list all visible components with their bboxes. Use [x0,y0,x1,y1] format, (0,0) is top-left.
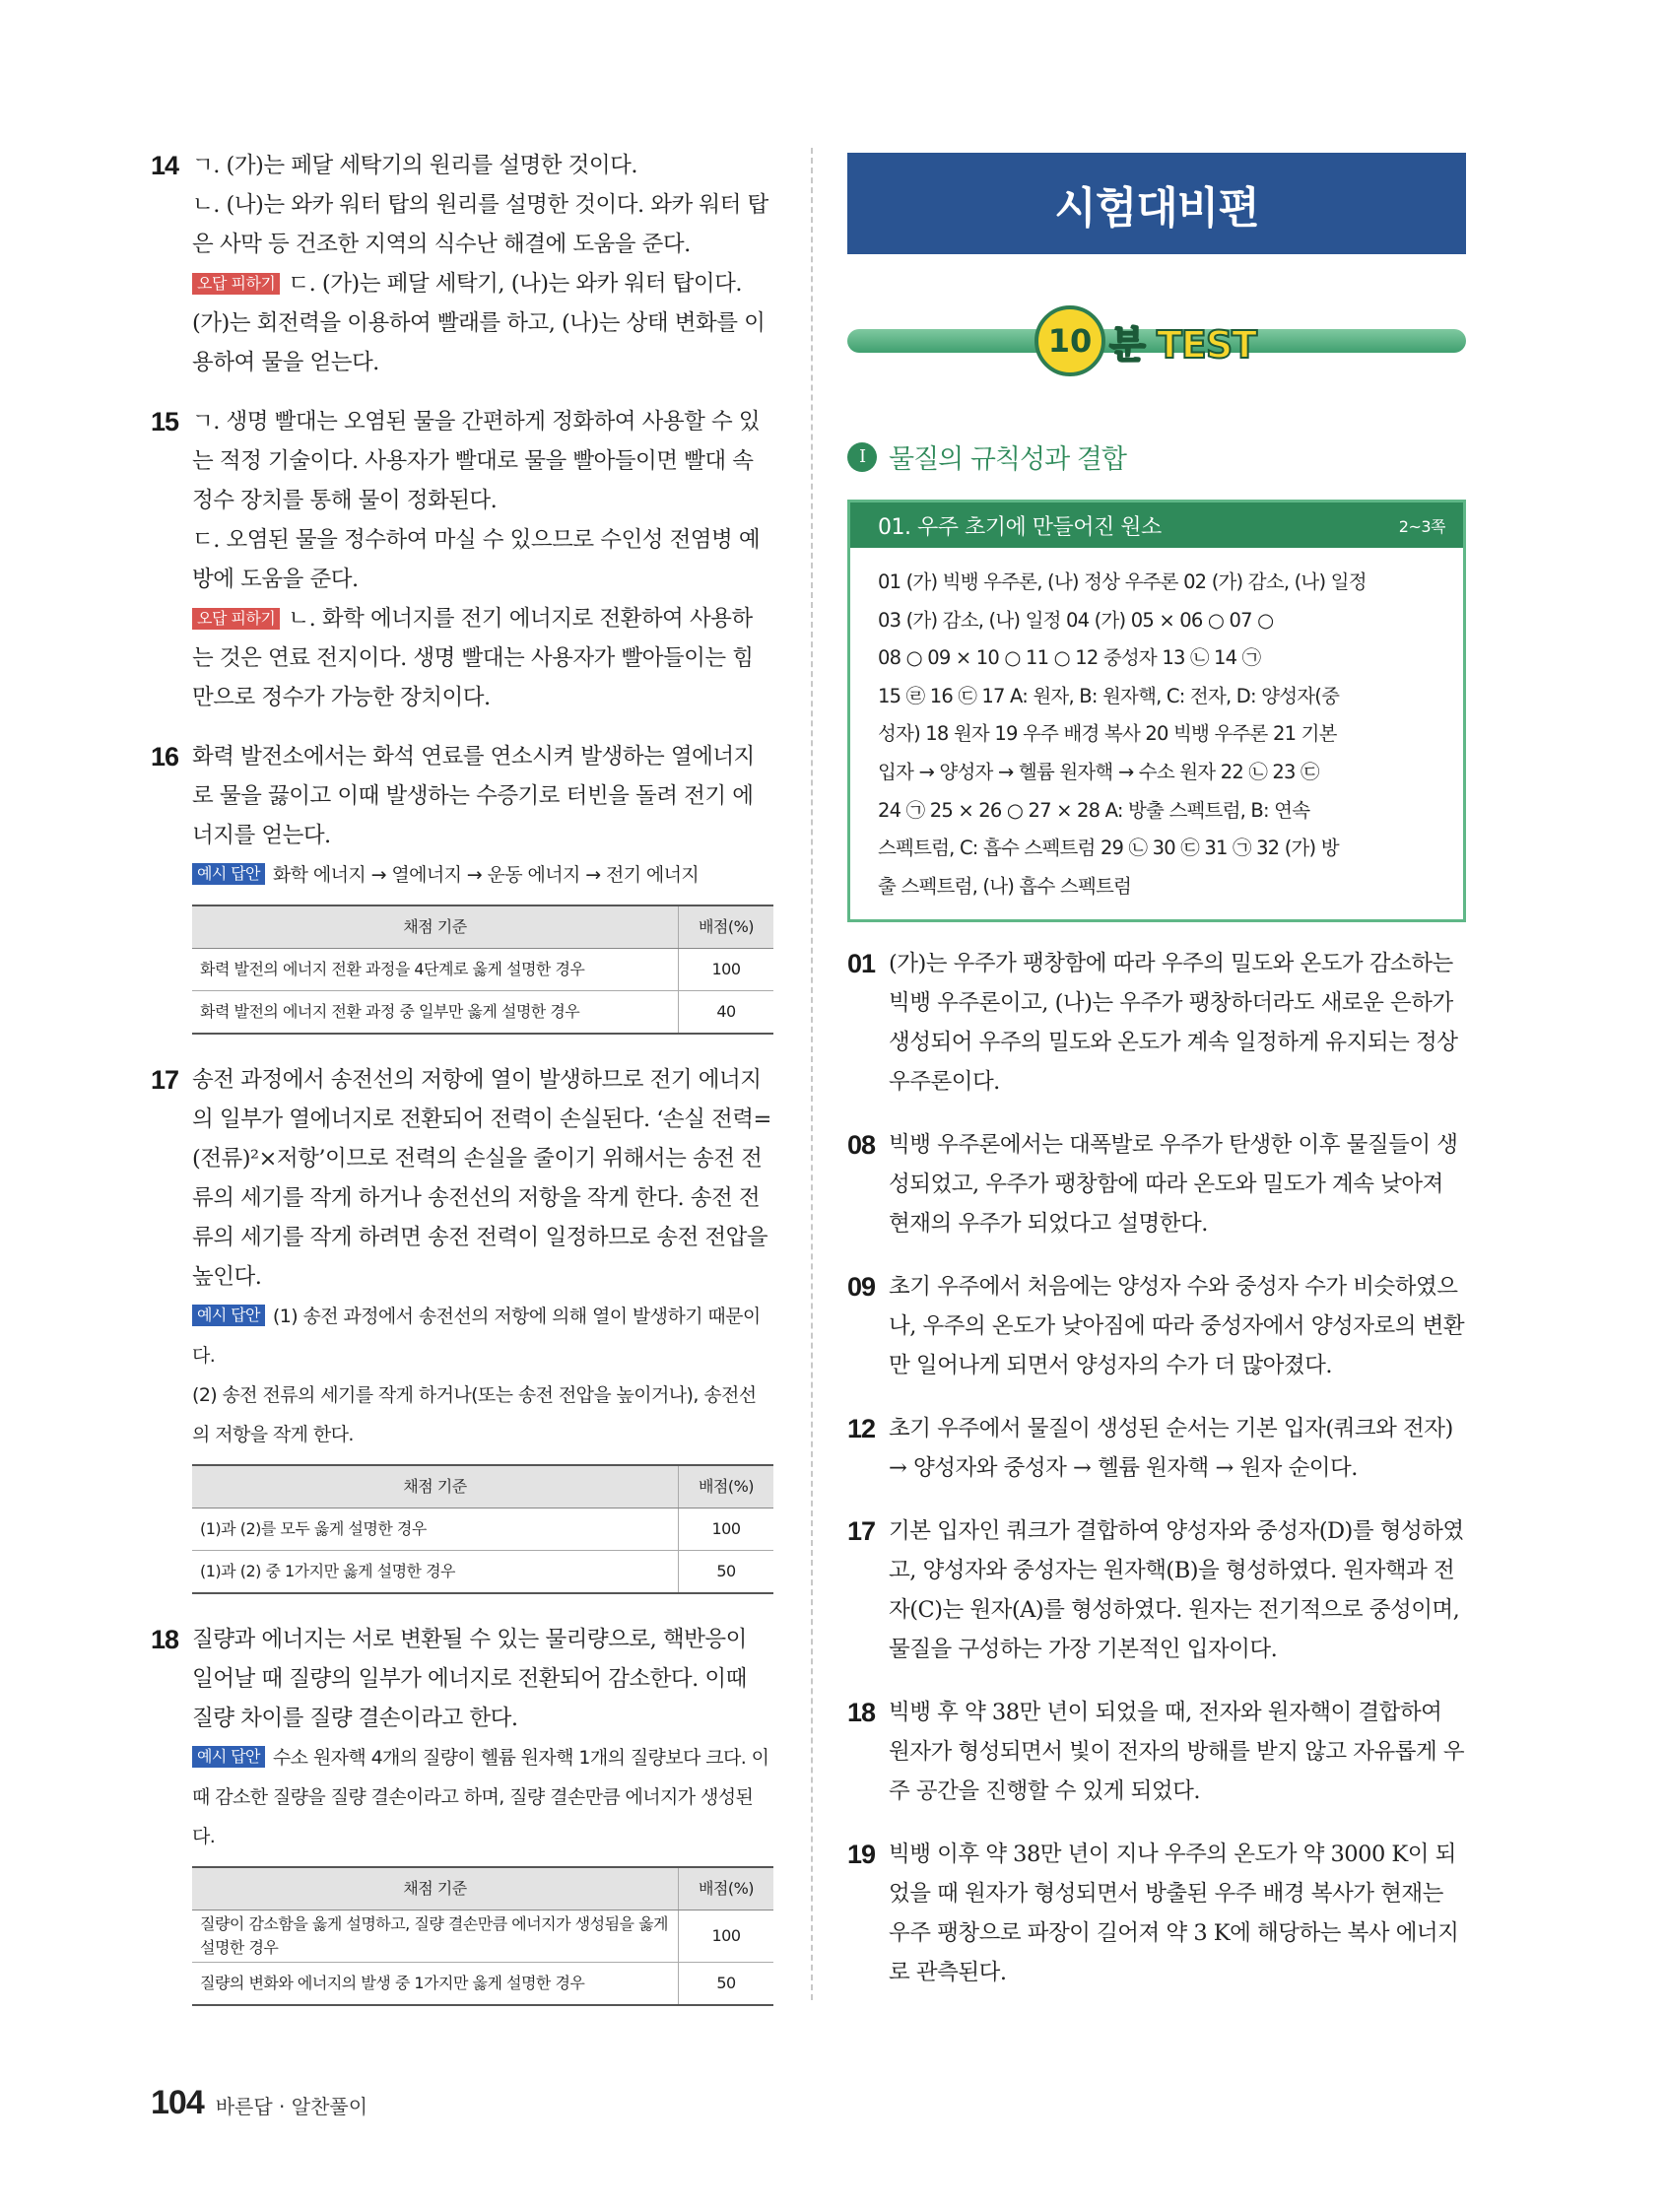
left-column [151,146,771,2006]
explanation-item [847,1409,1466,1488]
explanation-text: ㄴ. (나)는 와카 워터 탑의 원리를 설명한 것이다. 와카 워터 탑은 사막 등 건조한 지역의 식수난 해결에 도움을 준다. [192,192,768,257]
scoring-table [192,1866,773,2006]
table-header: 채점 기준 [192,1465,679,1508]
question-number: 12 [847,1414,876,1444]
sample-answer-text: 화학 에너지 → 열에너지 → 운동 에너지 → 전기 에너지 [272,864,700,886]
sample-answer-text: (2) 송전 전류의 세기를 작게 하거나(또는 송전 전압을 높이거나), 송전선의 저항을 작게 한다. [192,1384,757,1445]
explanation-text: 빅뱅 이후 약 38만 년이 지나 우주의 온도가 약 3000 K이 되었을 때 원자가 형성되면서 방출된 우주 배경 복사가 현재는 우주 팽창으로 파장이 길어져 약 3 K에 해당하는 복사 에너지로 관측된다. [889,1842,1459,1986]
sample-answer [192,855,771,895]
question-15 [151,402,771,717]
answer-line: 03 (가) 감소, (나) 일정 04 (가) 05 × 06 ○ 07 ○ [878,608,1274,632]
ten-circle: 10 [1034,305,1105,376]
explanation-text: 질량과 에너지는 서로 변환될 수 있는 물리량으로, 핵반응이 일어날 때 질량의 일부가 에너지로 전환되어 감소한다. 이때 질량 차이를 질량 결손이라고 한다. [192,1627,747,1731]
explanation-text: ㄷ. 오염된 물을 정수하여 마실 수 있으므로 수인성 전염병 예방에 도움을 준다. [192,527,761,592]
question-number: 08 [847,1130,876,1161]
section-number-icon: Ⅰ [847,442,877,472]
question-number: 19 [847,1840,876,1870]
section-heading [847,437,1466,476]
table-row [192,1963,773,2006]
test-word: 분 TEST [1109,322,1257,367]
sample-answer-text: (1) 송전 과정에서 송전선의 저항에 의해 열이 발생하기 때문이다. [192,1306,761,1367]
score-cell: 40 [679,991,774,1035]
answer-line: 성자) 18 원자 19 우주 배경 복사 20 빅뱅 우주론 21 기본 [878,722,1337,746]
table-header: 채점 기준 [192,905,679,949]
answer-line: 입자 → 양성자 → 헬륨 원자핵 → 수소 원자 22 ㉡ 23 ㉢ [878,760,1319,783]
criterion-cell: 질량의 변화와 에너지의 발생 중 1가지만 옳게 설명한 경우 [192,1963,679,2006]
table-row [192,1551,773,1594]
explanation-item [847,1835,1466,1992]
explanation-text [192,264,771,382]
unit-pages: 2~3쪽 [1398,516,1445,536]
ten-minute-test-header [847,292,1466,390]
sample-answer-tag: 예시 답안 [192,1305,265,1326]
answer-list [850,548,1463,919]
sample-answer [192,1738,771,1856]
explanation-item [847,1693,1466,1811]
scoring-table [192,1464,773,1594]
question-number: 18 [847,1698,876,1728]
score-cell: 50 [679,1551,774,1594]
explanation-item [847,1125,1466,1243]
explanation-text: 화력 발전소에서는 화석 연료를 연소시켜 발생하는 열에너지로 물을 끓이고 이때 발생하는 수증기로 터빈을 돌려 전기 에너지를 얻는다. [192,744,755,848]
book-title: 바른답 · 알찬풀이 [215,2095,368,2118]
column-divider [811,148,813,2000]
question-16 [151,737,771,1035]
score-cell: 50 [679,1963,774,2006]
table-header: 채점 기준 [192,1867,679,1910]
wrong-answer-text: ㄷ. (가)는 페달 세탁기, (나)는 와카 워터 탑이다. (가)는 회전력을 이용하여 빨래를 하고, (나)는 상태 변화를 이용하여 물을 얻는다. [192,271,766,375]
question-17 [151,1060,771,1594]
explanation-text: ㄱ. (가)는 페달 세탁기의 원리를 설명한 것이다. [192,153,638,178]
answer-line: 01 (가) 빅뱅 우주론, (나) 정상 우주론 02 (가) 감소, (나) 일정 [878,570,1367,593]
criterion-cell: 질량이 감소함을 옳게 설명하고, 질량 결손만큼 에너지가 생성됨을 옳게 설명한 경우 [192,1910,679,1963]
sample-answer-tag: 예시 답안 [192,863,265,885]
answer-line: 15 ㉣ 16 ㉢ 17 A: 원자, B: 원자핵, C: 전자, D: 양성자(중 [878,684,1340,707]
wrong-answer-text: ㄴ. 화학 에너지를 전기 에너지로 전환하여 사용하는 것은 연료 전지이다. 생명 빨대는 사용자가 빨아들이는 힘만으로 정수가 가능한 장치이다. [192,606,754,710]
table-row [192,1910,773,1963]
answer-line: 출 스펙트럼, (나) 흡수 스펙트럼 [878,874,1132,898]
explanation-item [847,944,1466,1102]
question-number: 15 [151,407,179,436]
question-number: 14 [151,151,179,180]
question-number: 18 [151,1625,179,1654]
score-cell: 100 [679,1508,774,1551]
question-number: 16 [151,742,179,771]
criterion-cell: 화력 발전의 에너지 전환 과정 중 일부만 옳게 설명한 경우 [192,991,679,1035]
unit-title: 01. 우주 초기에 만들어진 원소 [878,514,1162,540]
answer-line: 스펙트럼, C: 흡수 스펙트럼 29 ㉡ 30 ㉢ 31 ㉠ 32 (가) 방 [878,837,1339,860]
answer-line: 08 ○ 09 × 10 ○ 11 ○ 12 중성자 13 ㉡ 14 ㉠ [878,646,1261,670]
table-row [192,949,773,991]
score-cell: 100 [679,1910,774,1963]
explanation-text [192,599,771,717]
sample-answer-tag: 예시 답안 [192,1746,265,1768]
question-number: 17 [847,1516,876,1547]
explanation-list [847,944,1466,1992]
answer-key-box [847,500,1466,922]
test-badge [1034,305,1256,376]
unit-header [850,503,1463,548]
criterion-cell: 화력 발전의 에너지 전환 과정을 4단계로 옳게 설명한 경우 [192,949,679,991]
question-number: 01 [847,949,876,979]
wrong-answer-tag: 오답 피하기 [192,273,280,295]
sample-answer-text: 수소 원자핵 4개의 질량이 헬륨 원자핵 1개의 질량보다 크다. 이때 감소한 질량을 질량 결손이라고 하며, 질량 결손만큼 에너지가 생성된다. [192,1747,769,1847]
score-cell: 100 [679,949,774,991]
right-column [847,153,1466,1992]
explanation-text: 초기 우주에서 처음에는 양성자 수와 중성자 수가 비슷하였으나, 우주의 온도가 낮아짐에 따라 중성자에서 양성자로의 변환만 일어나게 되면서 양성자의 수가 더 많아졌다. [889,1274,1465,1379]
sample-answer [192,1297,771,1375]
wrong-answer-tag: 오답 피하기 [192,608,280,630]
explanation-text: 빅뱅 후 약 38만 년이 되었을 때, 전자와 원자핵이 결합하여 원자가 형성되면서 빛이 전자의 방해를 받지 않고 자유롭게 우주 공간을 진행할 수 있게 되었다. [889,1700,1465,1805]
page-footer [151,2084,367,2122]
scoring-table [192,905,773,1035]
question-14 [151,146,771,382]
table-header: 배점(%) [679,905,774,949]
question-number: 17 [151,1065,179,1095]
table-header: 배점(%) [679,1465,774,1508]
explanation-text: 초기 우주에서 물질이 생성된 순서는 기본 입자(쿼크와 전자) → 양성자와 중성자 → 헬륨 원자핵 → 원자 순이다. [889,1416,1453,1482]
answer-line: 24 ㉠ 25 × 26 ○ 27 × 28 A: 방출 스펙트럼, B: 연속 [878,798,1310,822]
explanation-text: ㄱ. 생명 빨대는 오염된 물을 간편하게 정화하여 사용할 수 있는 적정 기술이다. 사용자가 빨대로 물을 빨아들이면 빨대 속 정수 장치를 통해 물이 정화된다. [192,409,761,513]
question-number: 09 [847,1272,876,1303]
explanation-item [847,1267,1466,1385]
table-row [192,1508,773,1551]
criterion-cell: (1)과 (2) 중 1가지만 옳게 설명한 경우 [192,1551,679,1594]
criterion-cell: (1)과 (2)를 모두 옳게 설명한 경우 [192,1508,679,1551]
exam-prep-banner: 시험대비편 [847,153,1466,254]
question-18 [151,1620,771,2006]
table-header: 배점(%) [679,1867,774,1910]
explanation-text: 빅뱅 우주론에서는 대폭발로 우주가 탄생한 이후 물질들이 생성되었고, 우주가 팽창함에 따라 온도와 밀도가 계속 낮아져 현재의 우주가 되었다고 설명한다. [889,1132,1458,1238]
page-number: 104 [151,2084,204,2121]
explanation-text: 송전 과정에서 송전선의 저항에 열이 발생하므로 전기 에너지의 일부가 열에너지로 전환되어 전력이 손실된다. ‘손실 전력=(전류)²×저항’이므로 전력의 손실을 줄이기 위해서는 송전 전류의 세기를 작게 하거나 송전선의 저항을 작게 한다. 송전 전류의 세기를 작게 하려면 송전 전력이 일정하므로 송전 전압을 높인다. [192,1067,771,1290]
explanation-text: (가)는 우주가 팽창함에 따라 우주의 밀도와 온도가 감소하는 빅뱅 우주론이고, (나)는 우주가 팽창하더라도 새로운 은하가 생성되어 우주의 밀도와 온도가 계속 일정하게 유지되는 정상 우주론이다. [889,951,1458,1096]
section-title: 물질의 규칙성과 결합 [889,444,1126,475]
explanation-text: 기본 입자인 쿼크가 결합하여 양성자와 중성자(D)를 형성하였고, 양성자와 중성자는 원자핵(B)을 형성하였다. 원자핵과 전자(C)는 원자(A)를 형성하였다. 원자는 전기적으로 중성이며, 물질을 구성하는 가장 기본적인 입자이다. [889,1518,1464,1663]
table-row [192,991,773,1035]
explanation-item [847,1511,1466,1669]
